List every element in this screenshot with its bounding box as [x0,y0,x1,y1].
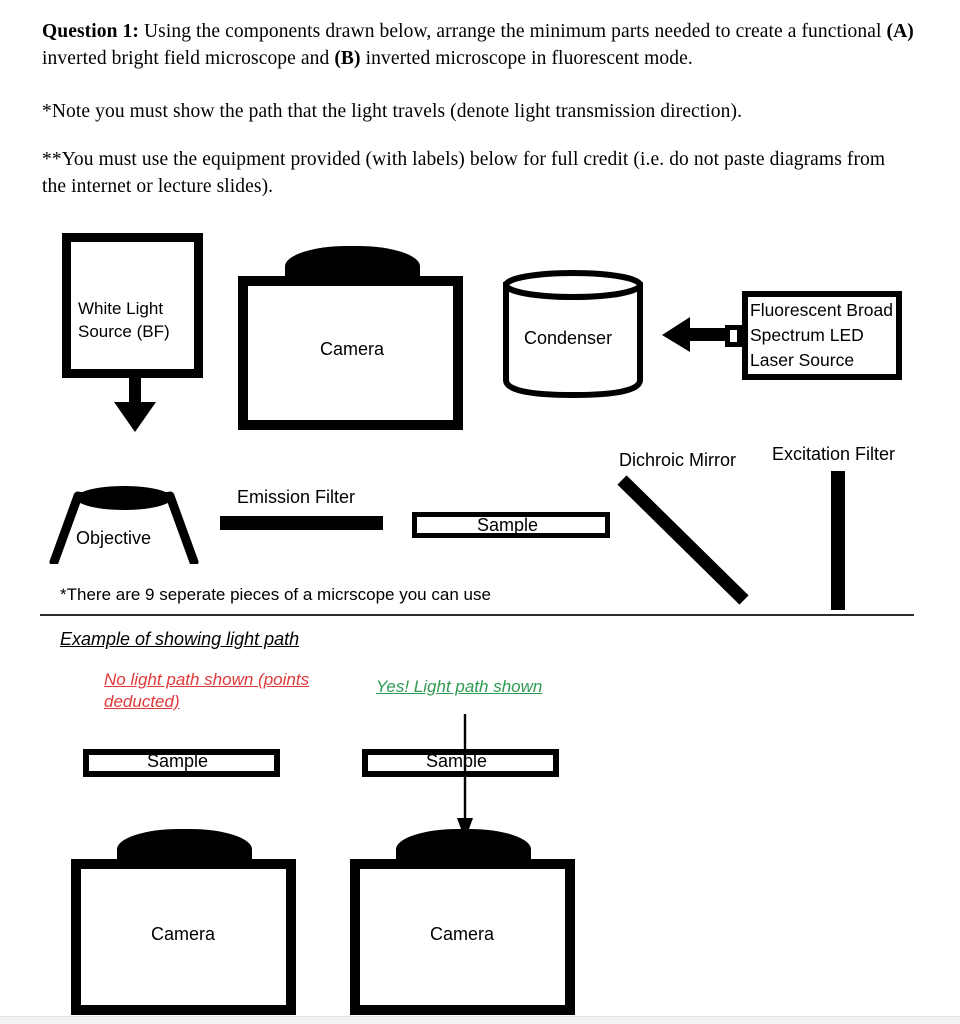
good-example-sample-label: Sample [426,751,488,771]
option-a-marker: (A) [886,21,914,42]
dichroic-mirror-label: Dichroic Mirror [619,450,736,470]
question-note-1: *Note you must show the path that the light travels (denote light transmission direction). [42,101,743,122]
section-divider [40,614,914,616]
excitation-filter-label: Excitation Filter [772,444,896,464]
question-line1-mid: inverted bright field microscope and [42,48,335,69]
emission-filter-bar [220,516,383,530]
bad-example-camera-label: Camera [151,924,216,944]
question-line1-end: inverted microscope in fluorescent mode. [360,48,693,69]
example-section-heading: Example of showing light path [60,629,300,649]
led-source-label: Fluorescent Broad Spectrum LED Laser Source [750,300,893,370]
camera-label: Camera [320,339,385,359]
question-line1-rest: Using the components drawn below, arrange the minimum parts needed to create a functional [138,21,887,42]
sample-label: Sample [477,515,539,535]
bad-example-label: No light path shown (points deducted) [104,670,310,711]
white-light-source-label: White Light Source (BF) [78,299,170,341]
good-example-camera-lens-icon [396,829,531,863]
light-path-down-arrow-icon [448,714,482,842]
white-light-down-arrow-icon [110,374,160,434]
page-bottom-line [0,1016,960,1017]
led-left-arrow-icon [660,316,730,354]
question-prompt [42,18,932,72]
pieces-count-note: *There are 9 seperate pieces of a micrscope you can use [60,585,491,604]
good-example-camera-label: Camera [430,924,495,944]
question-note-2: **You must use the equipment provided (with labels) below for full credit (i.e. do not paste diagrams from the internet or lecture slides). [42,149,886,197]
good-example-label: Yes! Light path shown [376,677,543,696]
option-b-marker: (B) [334,48,361,69]
condenser-label: Condenser [524,328,613,348]
bad-example-camera-lens-icon [117,829,252,863]
page-bottom-edge [0,1016,960,1024]
emission-filter-label: Emission Filter [237,487,356,507]
camera-lens-icon [285,246,420,280]
objective-label: Objective [76,528,152,548]
excitation-filter-bar [831,471,845,610]
question-number: Question 1: [42,21,139,42]
dichroic-mirror-line-icon [610,468,756,612]
bad-example-sample-label: Sample [147,751,209,771]
objective-lens-icon [48,484,200,564]
